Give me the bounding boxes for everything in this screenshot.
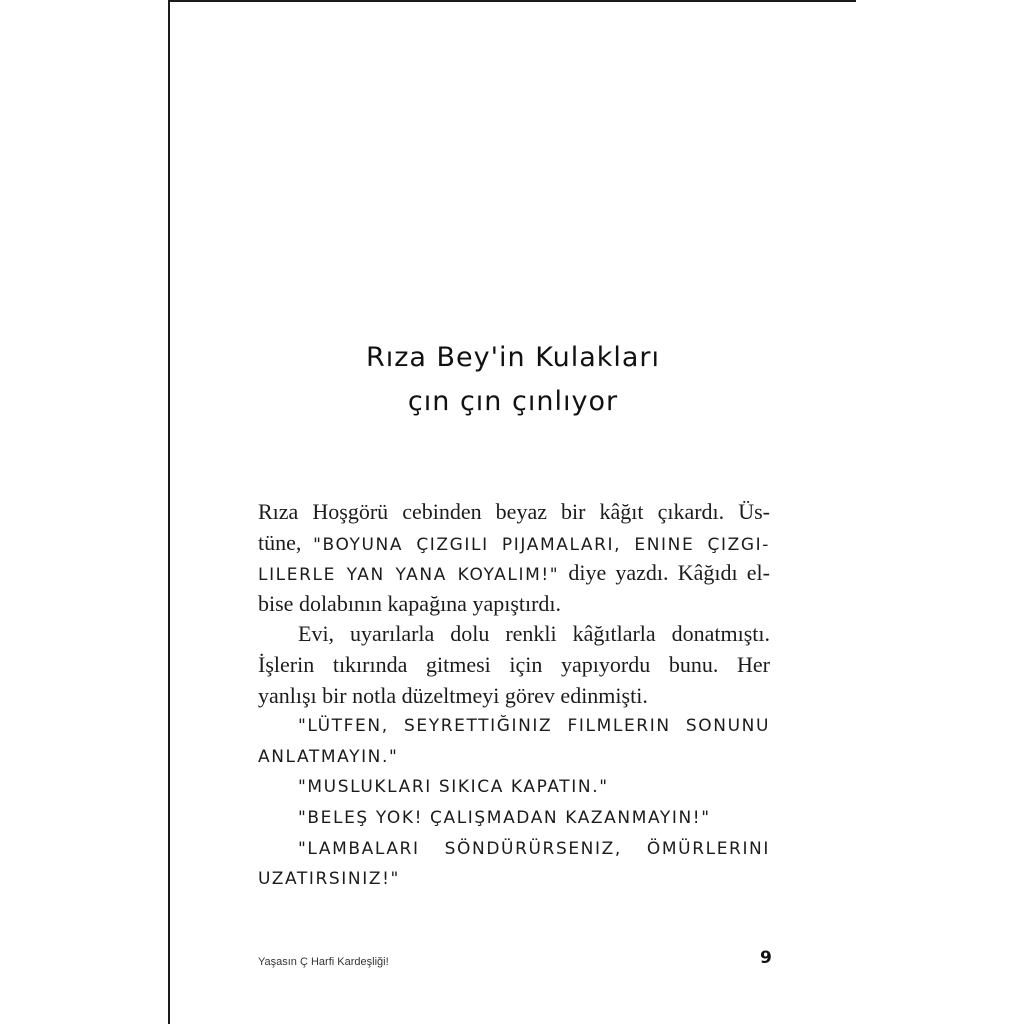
paragraph-2-line-3: yanlışı bir notla düzeltmeyi görev edinmişti.	[258, 682, 648, 708]
paragraph-1-line-1: Rıza Hoşgörü cebinden beyaz bir kâğıt çıkardı. Üs-	[258, 499, 770, 524]
note-lamps-line-1: "LAMBALARI SÖNDÜRÜRSENIZ, ÖMÜRLERINI	[298, 838, 770, 859]
chapter-title-line-1: Rıza Bey'in Kulakları	[365, 342, 661, 373]
handwritten-note-pyjamas-part-2: LILERLE YAN YANA KOYALIM!"	[258, 565, 560, 586]
page-left-edge	[168, 0, 170, 1024]
paragraph-1-line-3-text: diye yazdı. Kâğıdı el-	[559, 560, 770, 586]
note-films-line-2: ANLATMAYIN."	[258, 746, 399, 767]
paragraph-1-line-3	[258, 558, 770, 589]
chapter-title	[258, 336, 768, 424]
handwritten-note-pyjamas-part-1: "BOYUNA ÇIZGILI PIJAMALARI, ENINE ÇIZGI-	[313, 534, 770, 555]
page-number: 9	[760, 948, 772, 968]
footer-book-title: Yaşasın Ç Harfi Kardeşliği!	[258, 956, 389, 968]
paragraph-1-line-2-text: tüne,	[258, 529, 314, 555]
chapter-title-line-2: çın çın çınlıyor	[407, 386, 619, 417]
note-lamps-line-2: UZATIRSINIZ!"	[258, 869, 400, 890]
note-faucets: "MUSLUKLARI SIKICA KAPATIN."	[298, 777, 609, 798]
note-films-line-1: "LÜTFEN, SEYRETTIĞINIZ FILMLERIN SONUNU	[298, 716, 770, 737]
note-no-freebies: "BELEŞ YOK! ÇALIŞMADAN KAZANMAYIN!"	[298, 807, 711, 828]
page-top-edge	[168, 0, 856, 2]
paragraph-1-line-4: bise dolabının kapağına yapıştırdı.	[258, 590, 562, 616]
paragraph-2-line-2: İşlerin tıkırında gitmesi için yapıyordu bunu. Her	[258, 651, 770, 677]
body-text	[258, 497, 770, 895]
paragraph-2-line-1: Evi, uyarılarla dolu renkli kâğıtlarla donatmıştı.	[298, 621, 770, 647]
paragraph-1-line-2	[258, 528, 770, 559]
